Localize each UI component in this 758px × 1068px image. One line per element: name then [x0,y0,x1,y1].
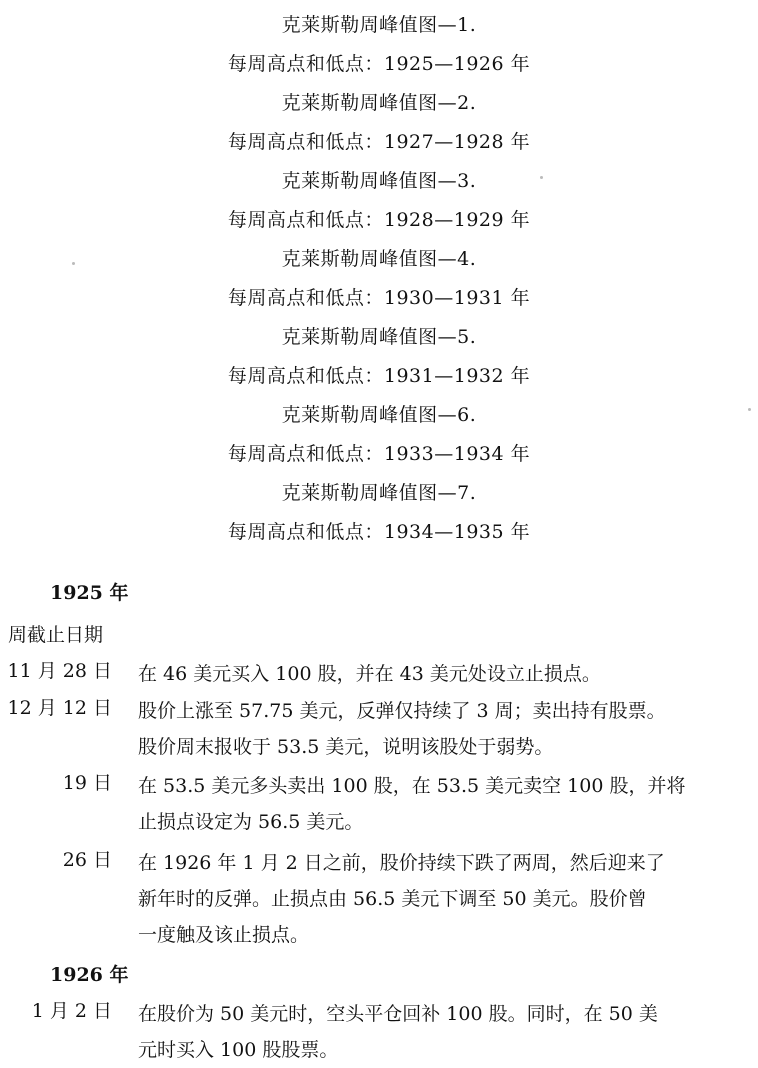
entry-line: 新年时的反弹。止损点由 56.5 美元下调至 50 美元。股价曾 [138,888,647,910]
scan-speck [748,408,751,411]
figure-list [0,6,758,552]
toc-line-7: 克莱斯勒周峰值图—4. [281,248,477,270]
scan-speck [540,176,543,179]
entry-text [138,996,746,1068]
entry-line: 在 1926 年 1 月 2 日之前，股价持续下跌了两周，然后迎来了 [138,852,665,874]
toc-line-4: 每周高点和低点：1927—1928 年 [227,131,531,153]
year-heading-1925: 1925 年 [50,582,129,604]
week-ending-label: 周截止日期 [8,624,104,646]
entry-date: 26 日 [62,849,112,871]
toc-line-8: 每周高点和低点：1930—1931 年 [227,287,531,309]
entry-line: 在股价为 50 美元时，空头平仓回补 100 股。同时，在 50 美 [138,1003,658,1025]
toc-line-6: 每周高点和低点：1928—1929 年 [227,209,531,231]
toc-line-14: 每周高点和低点：1934—1935 年 [227,521,531,543]
entry-text [138,693,746,765]
entry-line: 元时买入 100 股股票。 [138,1039,339,1061]
entry-date: 19 日 [62,772,112,794]
toc-line-3: 克莱斯勒周峰值图—2. [281,92,477,114]
entry-date: 11 月 28 日 [7,660,112,682]
toc-line-11: 克莱斯勒周峰值图—6. [281,404,477,426]
toc-line-1: 克莱斯勒周峰值图—1. [281,14,477,36]
entry-date: 12 月 12 日 [7,697,112,719]
entry-date: 1 月 2 日 [31,1000,112,1022]
toc-line-10: 每周高点和低点：1931—1932 年 [227,365,531,387]
toc-line-13: 克莱斯勒周峰值图—7. [281,482,477,504]
year-heading-1926: 1926 年 [50,964,129,986]
scan-speck [72,262,75,265]
entry-text [138,656,746,692]
entry-line: 在 53.5 美元多头卖出 100 股，在 53.5 美元卖空 100 股，并将 [138,775,686,797]
entry-line: 止损点设定为 56.5 美元。 [138,811,364,833]
entry-line: 股价周末报收于 53.5 美元，说明该股处于弱势。 [138,736,554,758]
toc-line-12: 每周高点和低点：1933—1934 年 [227,443,531,465]
entry-text [138,845,746,953]
toc-line-2: 每周高点和低点：1925—1926 年 [227,53,531,75]
toc-line-5: 克莱斯勒周峰值图—3. [281,170,477,192]
entry-line: 股价上涨至 57.75 美元，反弹仅持续了 3 周；卖出持有股票。 [138,700,666,722]
entry-line: 在 46 美元买入 100 股，并在 43 美元处设立止损点。 [138,663,601,685]
toc-line-9: 克莱斯勒周峰值图—5. [281,326,477,348]
entry-line: 一度触及该止损点。 [138,924,310,946]
entry-text [138,768,746,840]
